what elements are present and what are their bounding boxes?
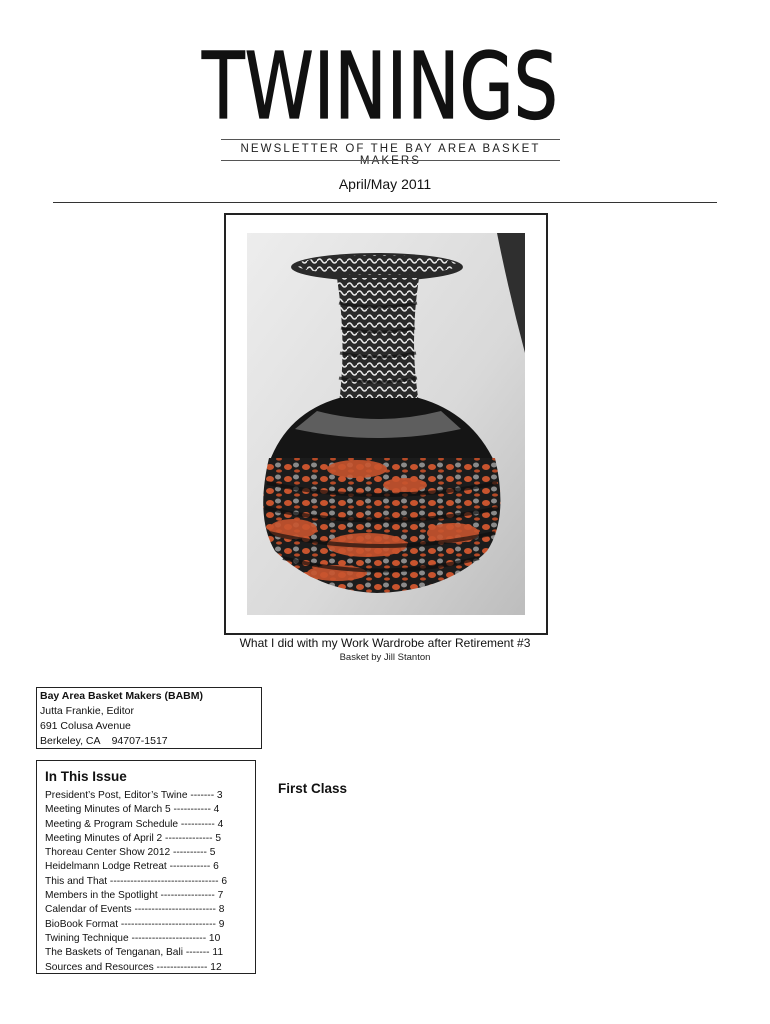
city-state-zip: Berkeley, CA 94707-1517 — [40, 735, 168, 747]
issue-date: April/May 2011 — [338, 176, 432, 192]
postage-class: First Class — [278, 781, 348, 796]
toc-item: BioBook Format ---------------------------- 9 — [45, 918, 225, 930]
photo-frame — [224, 213, 548, 635]
toc-item: Twining Technique ---------------------- 10 — [45, 932, 221, 944]
toc-title: In This Issue — [45, 769, 127, 784]
basket-photo — [247, 233, 525, 615]
street-address: 691 Colusa Avenue — [40, 720, 131, 732]
subtitle-rule-bottom — [221, 160, 560, 161]
toc-item: This and That -------------------------------- 6 — [45, 875, 227, 887]
toc-item: Calendar of Events ------------------------ 8 — [45, 904, 225, 916]
toc-item: The Baskets of Tenganan, Bali ------- 11 — [45, 947, 223, 959]
masthead-title: TWININGS — [201, 33, 559, 140]
header-divider — [53, 202, 717, 203]
basket-image — [247, 233, 525, 615]
toc-item: President’s Post, Editor’s Twine ------- 3 — [45, 790, 223, 801]
photo-credit: Basket by Jill Stanton — [339, 652, 431, 663]
toc-item: Heidelmann Lodge Retreat ------------ 6 — [45, 861, 219, 873]
toc-item: Meeting Minutes of March 5 ----------- 4 — [45, 804, 220, 816]
toc-item: Thoreau Center Show 2012 ---------- 5 — [45, 847, 216, 859]
mailing-address — [36, 687, 262, 749]
toc-item: Members in the Spotlight ---------------- 7 — [45, 890, 224, 902]
toc-list — [45, 789, 251, 975]
masthead-logo — [200, 26, 560, 140]
subtitle-rule-top — [221, 139, 560, 140]
toc-item: Sources and Resources --------------- 12 — [45, 961, 222, 973]
table-of-contents — [36, 760, 256, 974]
editor-name: Jutta Frankie, Editor — [40, 705, 134, 717]
photo-caption: What I did with my Work Wardrobe after Retirement #3 — [239, 636, 531, 650]
newsletter-subtitle: NEWSLETTER OF THE BAY AREA BASKET MAKERS — [240, 143, 541, 167]
toc-item: Meeting & Program Schedule ---------- 4 — [45, 818, 224, 830]
org-name: Bay Area Basket Makers (BABM) — [40, 690, 204, 702]
twinings-logo — [200, 26, 560, 140]
toc-item: Meeting Minutes of April 2 -------------- 5 — [45, 832, 222, 844]
